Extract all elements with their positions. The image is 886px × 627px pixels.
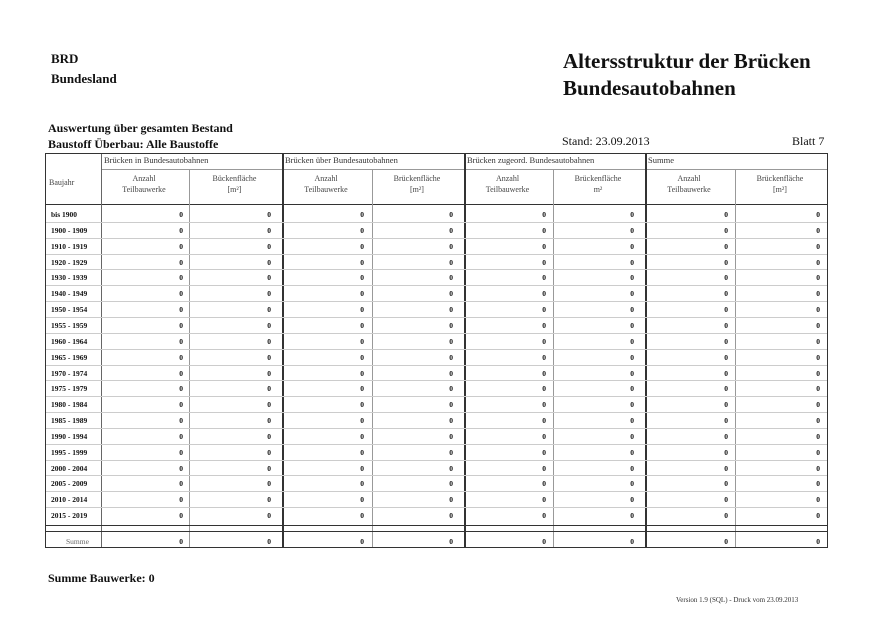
cell-value: 0: [816, 273, 820, 283]
cell-value: 0: [630, 479, 634, 489]
cell-value: 0: [267, 463, 271, 473]
cell-value: 0: [449, 352, 453, 362]
table-row: [46, 366, 827, 382]
cell-value: 0: [179, 479, 183, 489]
cell-value: 0: [449, 257, 453, 267]
cell-value: 0: [179, 210, 183, 219]
table-row: [46, 350, 827, 366]
column-header: Brückenfläche [m²]: [756, 174, 804, 194]
cell-value: 0: [267, 320, 271, 330]
cell-value: 0: [542, 447, 546, 457]
row-label: 1970 - 1974: [51, 368, 88, 378]
cell-value: 0: [267, 257, 271, 267]
cell-value: 0: [816, 210, 820, 219]
cell-value: 0: [542, 273, 546, 283]
cell-value: 0: [267, 241, 271, 251]
cell-value: 0: [542, 368, 546, 378]
table-row: [46, 207, 827, 223]
cell-value: 0: [816, 225, 820, 235]
cell-value: 0: [724, 431, 728, 441]
cell-value: 0: [179, 495, 183, 505]
row-label: 1985 - 1989: [51, 416, 88, 426]
cell-value: 0: [724, 225, 728, 235]
column-header: Anzahl Teilbauwerke: [122, 174, 166, 194]
cell-value: 0: [816, 384, 820, 394]
cell-value: 0: [179, 431, 183, 441]
cell-value: 0: [267, 336, 271, 346]
cell-value: 0: [449, 479, 453, 489]
cell-value: 0: [542, 511, 546, 521]
cell-value: 0: [449, 400, 453, 410]
cell-value: 0: [449, 511, 453, 521]
cell-value: 0: [360, 463, 364, 473]
row-label: 1940 - 1949: [51, 289, 88, 299]
column-header: Anzahl Teilbauwerke: [485, 174, 530, 194]
table-row: [46, 239, 827, 255]
cell-value: 0: [816, 431, 820, 441]
summe-value: 0: [542, 537, 546, 546]
cell-value: 0: [360, 511, 364, 521]
cell-value: 0: [724, 289, 728, 299]
cell-value: 0: [724, 463, 728, 473]
column-header: Brückenfläche [m²]: [393, 174, 441, 194]
summe-value: 0: [360, 537, 364, 546]
cell-value: 0: [360, 368, 364, 378]
cell-value: 0: [267, 416, 271, 426]
table-row: [46, 381, 827, 397]
column-header: Bückenfläche [m²]: [212, 174, 257, 194]
baustoff-label: Baustoff Überbau: Alle Baustoffe: [48, 137, 219, 151]
cell-value: 0: [542, 431, 546, 441]
cell-value: 0: [816, 241, 820, 251]
table-row: [46, 223, 827, 239]
cell-value: 0: [542, 416, 546, 426]
cell-value: 0: [630, 273, 634, 283]
cell-value: 0: [724, 416, 728, 426]
cell-value: 0: [816, 479, 820, 489]
table-row: [46, 397, 827, 413]
row-label: 1965 - 1969: [51, 352, 88, 362]
cell-value: 0: [724, 495, 728, 505]
cell-value: 0: [179, 225, 183, 235]
cell-value: 0: [360, 257, 364, 267]
cell-value: 0: [449, 463, 453, 473]
cell-value: 0: [449, 225, 453, 235]
column-header: Brückenfläche m²: [574, 174, 622, 194]
cell-value: 0: [542, 495, 546, 505]
row-label: 1995 - 1999: [51, 447, 88, 457]
table-row: [46, 445, 827, 461]
cell-value: 0: [267, 352, 271, 362]
cell-value: 0: [449, 273, 453, 283]
cell-value: 0: [267, 225, 271, 235]
cell-value: 0: [816, 463, 820, 473]
cell-value: 0: [630, 241, 634, 251]
summe-value: 0: [179, 537, 183, 546]
table-row: [46, 270, 827, 286]
table-row: [46, 318, 827, 334]
row-label: 1955 - 1959: [51, 320, 88, 330]
cell-value: 0: [630, 257, 634, 267]
cell-value: 0: [630, 289, 634, 299]
cell-value: 0: [360, 210, 364, 219]
cell-value: 0: [542, 336, 546, 346]
cell-value: 0: [360, 495, 364, 505]
cell-value: 0: [724, 305, 728, 315]
cell-value: 0: [724, 479, 728, 489]
cell-value: 0: [360, 225, 364, 235]
cell-value: 0: [630, 352, 634, 362]
baujahr-header: Baujahr: [49, 178, 75, 187]
group-header: Brücken zugeord. Bundesautobahnen: [467, 155, 595, 165]
cell-value: 0: [630, 495, 634, 505]
group-header: Brücken in Bundesautobahnen: [104, 155, 209, 165]
table-row: [46, 255, 827, 271]
row-label: 1990 - 1994: [51, 431, 88, 441]
cell-value: 0: [630, 336, 634, 346]
summe-label: Summe: [66, 537, 89, 546]
table-row: [46, 461, 827, 477]
cell-value: 0: [724, 273, 728, 283]
cell-value: 0: [542, 257, 546, 267]
cell-value: 0: [630, 447, 634, 457]
table-row: [46, 429, 827, 445]
report-subtitle: Bundesautobahnen: [563, 76, 736, 100]
row-label: 1980 - 1984: [51, 400, 88, 410]
cell-value: 0: [267, 289, 271, 299]
cell-value: 0: [816, 511, 820, 521]
column-header: Anzahl Teilbauwerke: [304, 174, 348, 194]
cell-value: 0: [630, 463, 634, 473]
cell-value: 0: [816, 400, 820, 410]
summe-value: 0: [449, 537, 453, 546]
row-label: 2010 - 2014: [51, 495, 88, 505]
cell-value: 0: [630, 384, 634, 394]
cell-value: 0: [724, 352, 728, 362]
cell-value: 0: [179, 320, 183, 330]
cell-value: 0: [449, 416, 453, 426]
table-row: [46, 476, 827, 492]
table-row: [46, 413, 827, 429]
cell-value: 0: [542, 225, 546, 235]
cell-value: 0: [630, 368, 634, 378]
cell-value: 0: [816, 320, 820, 330]
cell-value: 0: [630, 210, 634, 219]
cell-value: 0: [267, 210, 271, 219]
cell-value: 0: [630, 225, 634, 235]
cell-value: 0: [449, 431, 453, 441]
cell-value: 0: [724, 241, 728, 251]
row-label: 1920 - 1929: [51, 257, 88, 267]
row-label: 2005 - 2009: [51, 479, 88, 489]
summe-value: 0: [816, 537, 820, 546]
report-title: Altersstruktur der Brücken: [563, 49, 811, 73]
group-header: Brücken über Bundesautobahnen: [285, 155, 398, 165]
cell-value: 0: [360, 289, 364, 299]
cell-value: 0: [267, 447, 271, 457]
cell-value: 0: [267, 479, 271, 489]
cell-value: 0: [179, 447, 183, 457]
cell-value: 0: [816, 352, 820, 362]
cell-value: 0: [360, 273, 364, 283]
row-label: 1950 - 1954: [51, 305, 88, 315]
version-info: Version 1.9 (SQL) - Druck vom 23.09.2013: [676, 596, 799, 604]
cell-value: 0: [449, 320, 453, 330]
cell-value: 0: [179, 257, 183, 267]
auswertung-label: Auswertung über gesamten Bestand: [48, 121, 233, 135]
table-row: [46, 508, 827, 524]
cell-value: 0: [542, 320, 546, 330]
cell-value: 0: [630, 511, 634, 521]
cell-value: 0: [179, 241, 183, 251]
row-label: 2000 - 2004: [51, 463, 88, 473]
cell-value: 0: [179, 384, 183, 394]
cell-value: 0: [449, 289, 453, 299]
row-label: 1930 - 1939: [51, 273, 88, 283]
row-label: 1910 - 1919: [51, 241, 88, 251]
row-label: bis 1900: [51, 210, 78, 219]
cell-value: 0: [542, 384, 546, 394]
row-label: 2015 - 2019: [51, 511, 88, 521]
cell-value: 0: [542, 289, 546, 299]
cell-value: 0: [360, 384, 364, 394]
page-number: Blatt 7: [792, 134, 825, 148]
cell-value: 0: [724, 210, 728, 219]
cell-value: 0: [267, 273, 271, 283]
summe-bauwerke: Summe Bauwerke: 0: [48, 571, 155, 585]
cell-value: 0: [724, 400, 728, 410]
cell-value: 0: [267, 495, 271, 505]
cell-value: 0: [267, 368, 271, 378]
cell-value: 0: [360, 431, 364, 441]
cell-value: 0: [724, 368, 728, 378]
table-row: [46, 492, 827, 508]
summe-value: 0: [267, 537, 271, 546]
cell-value: 0: [724, 320, 728, 330]
table-row: [46, 302, 827, 318]
group-header: Summe: [648, 155, 674, 165]
cell-value: 0: [179, 511, 183, 521]
cell-value: 0: [449, 384, 453, 394]
cell-value: 0: [360, 479, 364, 489]
cell-value: 0: [724, 336, 728, 346]
cell-value: 0: [542, 352, 546, 362]
cell-value: 0: [267, 384, 271, 394]
cell-value: 0: [267, 511, 271, 521]
cell-value: 0: [724, 447, 728, 457]
cell-value: 0: [179, 336, 183, 346]
cell-value: 0: [179, 273, 183, 283]
cell-value: 0: [179, 463, 183, 473]
cell-value: 0: [360, 336, 364, 346]
bundesland-label: Bundesland: [51, 71, 117, 86]
cell-value: 0: [360, 416, 364, 426]
summe-row: [46, 534, 827, 550]
stand-date: Stand: 23.09.2013: [562, 134, 650, 148]
summe-value: 0: [630, 537, 634, 546]
cell-value: 0: [816, 447, 820, 457]
cell-value: 0: [724, 257, 728, 267]
cell-value: 0: [179, 368, 183, 378]
cell-value: 0: [179, 352, 183, 362]
cell-value: 0: [630, 305, 634, 315]
cell-value: 0: [360, 241, 364, 251]
data-table: [45, 153, 828, 548]
cell-value: 0: [449, 241, 453, 251]
cell-value: 0: [816, 368, 820, 378]
cell-value: 0: [630, 320, 634, 330]
cell-value: 0: [179, 289, 183, 299]
cell-value: 0: [816, 289, 820, 299]
cell-value: 0: [449, 368, 453, 378]
column-header: Anzahl Teilbauwerke: [667, 174, 711, 194]
cell-value: 0: [816, 495, 820, 505]
cell-value: 0: [360, 447, 364, 457]
cell-value: 0: [267, 305, 271, 315]
cell-value: 0: [816, 305, 820, 315]
cell-value: 0: [542, 305, 546, 315]
cell-value: 0: [816, 416, 820, 426]
row-label: 1900 - 1909: [51, 225, 88, 235]
cell-value: 0: [542, 241, 546, 251]
cell-value: 0: [449, 447, 453, 457]
cell-value: 0: [449, 336, 453, 346]
cell-value: 0: [360, 400, 364, 410]
cell-value: 0: [816, 336, 820, 346]
cell-value: 0: [542, 463, 546, 473]
cell-value: 0: [360, 320, 364, 330]
cell-value: 0: [542, 400, 546, 410]
cell-value: 0: [360, 305, 364, 315]
cell-value: 0: [724, 511, 728, 521]
row-label: 1960 - 1964: [51, 336, 88, 346]
cell-value: 0: [630, 431, 634, 441]
cell-value: 0: [267, 400, 271, 410]
cell-value: 0: [179, 416, 183, 426]
cell-value: 0: [449, 495, 453, 505]
cell-value: 0: [360, 352, 364, 362]
cell-value: 0: [630, 400, 634, 410]
cell-value: 0: [542, 210, 546, 219]
cell-value: 0: [267, 431, 271, 441]
cell-value: 0: [542, 479, 546, 489]
cell-value: 0: [630, 416, 634, 426]
cell-value: 0: [179, 400, 183, 410]
summe-value: 0: [724, 537, 728, 546]
table-row: [46, 286, 827, 302]
cell-value: 0: [449, 210, 453, 219]
row-label: 1975 - 1979: [51, 384, 88, 394]
cell-value: 0: [449, 305, 453, 315]
cell-value: 0: [816, 257, 820, 267]
cell-value: 0: [724, 384, 728, 394]
brd-label: BRD: [51, 51, 79, 66]
table-row: [46, 334, 827, 350]
cell-value: 0: [179, 305, 183, 315]
